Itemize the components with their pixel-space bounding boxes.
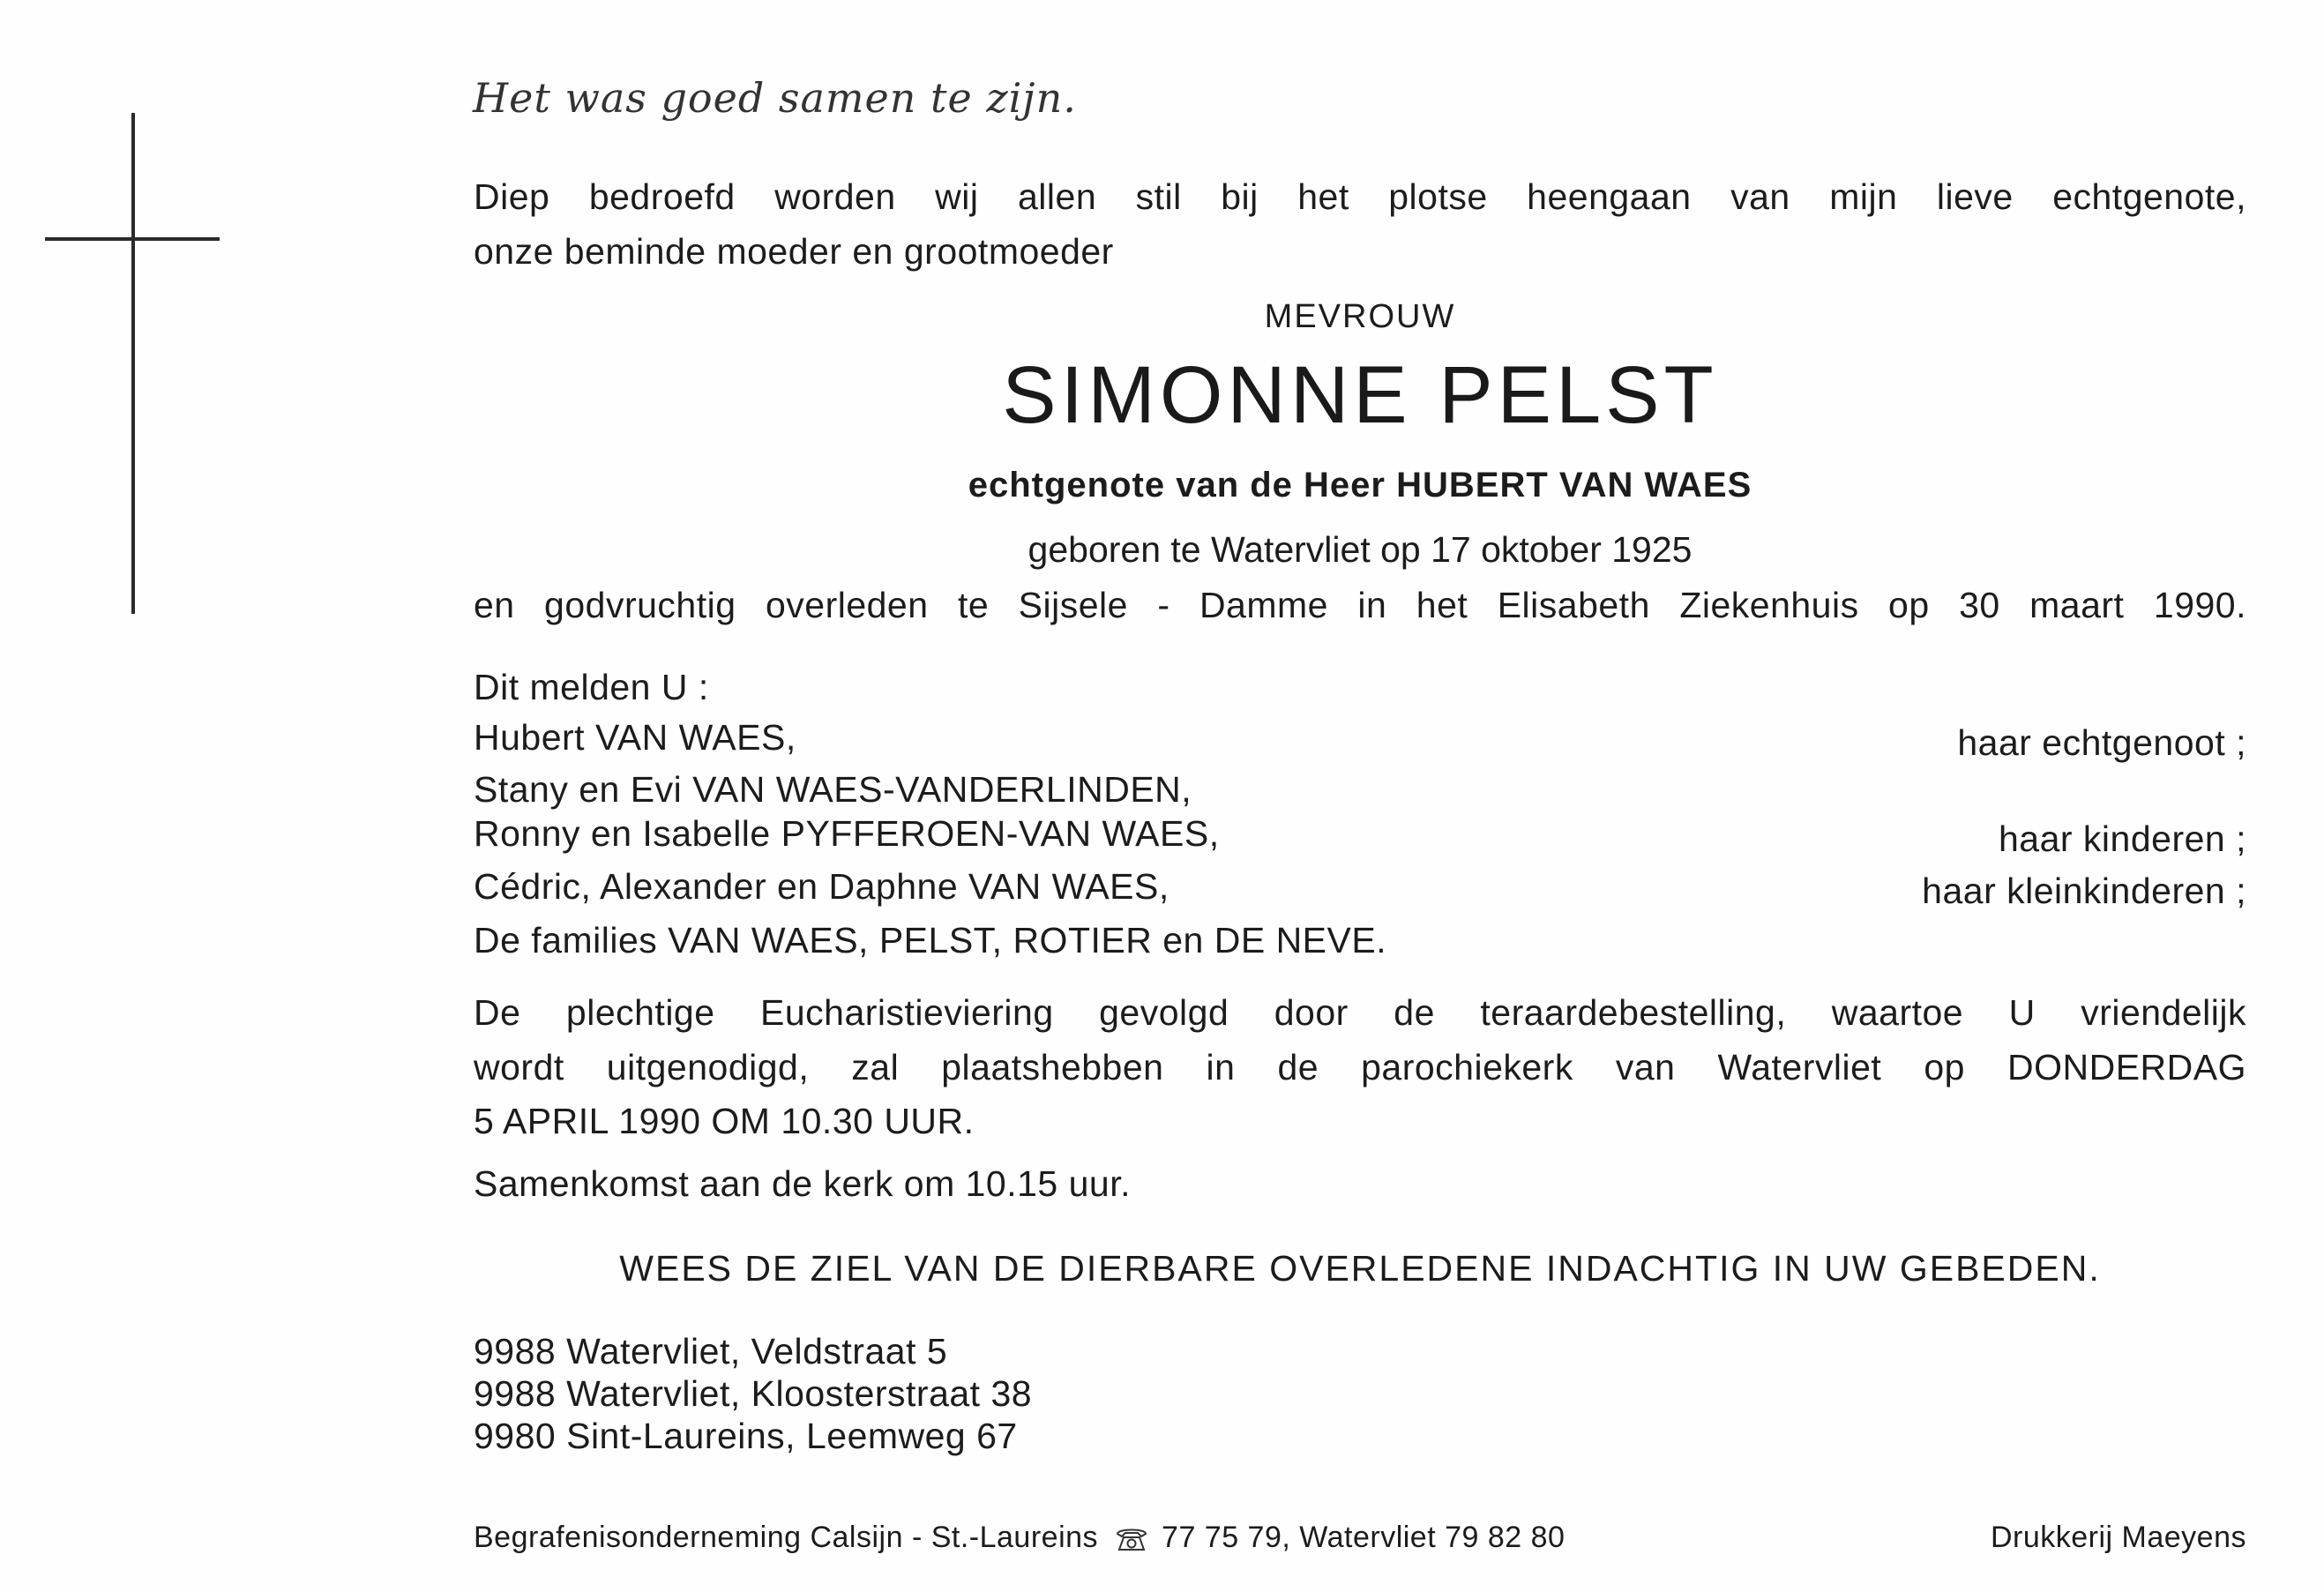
family-name-2: Stany en Evi VAN WAES-VANDERLINDEN, <box>474 769 1192 810</box>
family-name-3: Ronny en Isabelle PYFFEROEN-VAN WAES, <box>474 813 1220 854</box>
death-line: en godvruchtig overleden te Sijsele - Damme in het Elisabeth Ziekenhuis op 30 maart 1990. <box>474 585 2246 625</box>
service-line-2: wordt uitgenodigd, zal plaatshebben in de parochiekerk van Watervliet op DONDERDAG <box>474 1047 2246 1087</box>
printer-name: Drukkerij Maeyens <box>1990 1521 2246 1554</box>
phone-numbers: 77 75 79, Watervliet 79 82 80 <box>1162 1521 1566 1554</box>
deceased-name: SIMONNE PELST <box>1002 350 1718 440</box>
cross-horizontal-bar <box>45 237 220 241</box>
family-name-4: Cédric, Alexander en Daphne VAN WAES, <box>474 866 1169 907</box>
address-2: 9988 Watervliet, Kloosterstraat 38 <box>474 1373 1033 1414</box>
undertaker-name: Begrafenisonderneming Calsijn - St.-Laureins <box>474 1521 1099 1554</box>
family-relation-4: haar kleinkinderen ; <box>1922 871 2246 911</box>
cross-vertical-bar <box>131 113 135 614</box>
telephone-icon <box>1114 1526 1149 1552</box>
birth-line: geboren te Watervliet op 17 oktober 1925 <box>1027 529 1693 570</box>
address-3: 9980 Sint-Laureins, Leemweg 67 <box>474 1416 1018 1456</box>
gathering-line: Samenkomst aan de kerk om 10.15 uur. <box>474 1163 1132 1204</box>
family-name-5: De families VAN WAES, PELST, ROTIER en DE NEVE. <box>474 920 1387 960</box>
family-relation-1: haar echtgenoot ; <box>1957 722 2246 763</box>
service-line-3: 5 APRIL 1990 OM 10.30 UUR. <box>474 1101 975 1141</box>
intro-line-1: Diep bedroefd worden wij allen stil bij het plotse heengaan van mijn lieve echtgenote, <box>474 176 2246 217</box>
announce-intro: Dit melden U : <box>474 667 709 707</box>
intro-line-2: onze beminde moeder en grootmoeder <box>474 231 1114 272</box>
prayer-line: WEES DE ZIEL VAN DE DIERBARE OVERLEDENE INDACHTIG IN UW GEBEDEN. <box>619 1248 2101 1289</box>
motto: Het was goed samen te zijn. <box>473 74 1077 122</box>
honorific: MEVROUW <box>1264 298 1456 335</box>
footer-undertaker-block <box>474 1522 1565 1552</box>
family-relation-3: haar kinderen ; <box>1998 818 2246 859</box>
spouse-line: echtgenote van de Heer HUBERT VAN WAES <box>968 466 1752 505</box>
address-1: 9988 Watervliet, Veldstraat 5 <box>474 1331 948 1372</box>
family-name-1: Hubert VAN WAES, <box>474 717 796 758</box>
service-line-1: De plechtige Eucharistieviering gevolgd door de teraardebestelling, waartoe U vriendelijk <box>474 992 2246 1033</box>
